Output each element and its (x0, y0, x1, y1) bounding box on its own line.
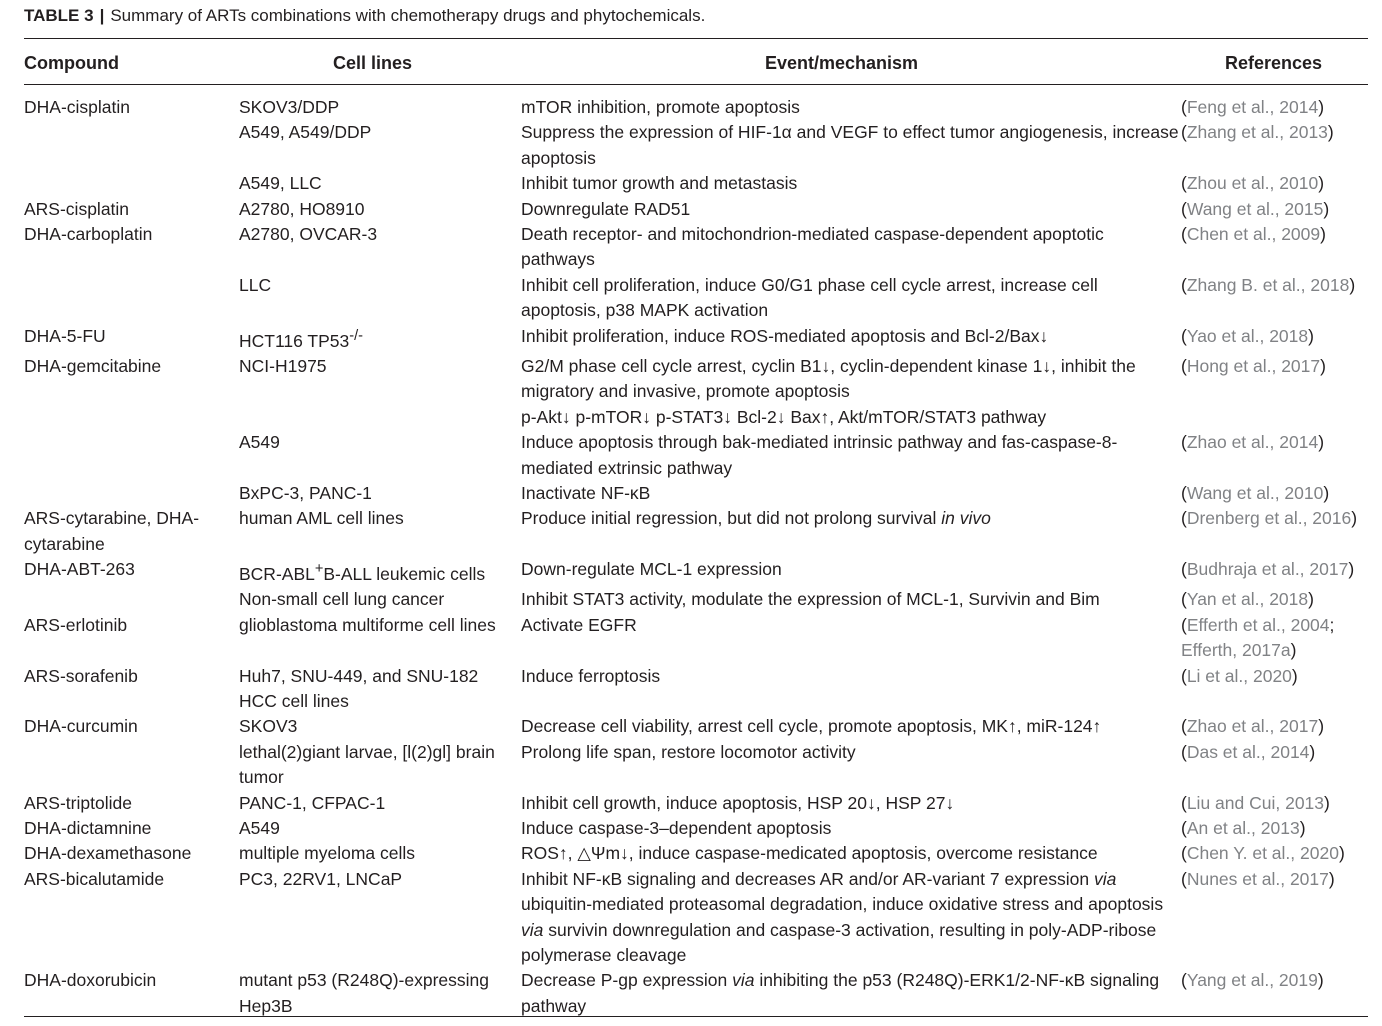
compound-name: DHA-cisplatin (24, 97, 130, 117)
table-row (24, 740, 1368, 791)
table-row (24, 714, 1368, 739)
mechanism-text: Produce initial regression, but did not prolong survival (521, 508, 937, 529)
citation-link[interactable]: Zhao et al., 2014 (1186, 432, 1319, 453)
mechanism-text: Decrease cell viability, arrest cell cycle, promote apoptosis, MK↑, miR-124↑ (521, 716, 1102, 737)
citation-link[interactable]: Feng et al., 2014 (1186, 97, 1319, 117)
mechanism-cell (521, 222, 1181, 273)
cell-line-text: NCI-H1975 (239, 355, 327, 376)
compound-name: ARS-sorafenib (24, 665, 138, 686)
header-compound: Compound (24, 53, 119, 73)
compound-cell (24, 587, 239, 612)
compound-name: DHA-carboplatin (24, 224, 153, 245)
citation-link[interactable]: Hong et al., 2017 (1186, 355, 1321, 376)
reference-cell: (Zhou et al., 2010) (1181, 173, 1325, 194)
citation-link[interactable]: Efferth, 2017a (1181, 640, 1291, 661)
cell-lines-cell (239, 841, 521, 866)
header-mechanism: Event/mechanism (765, 53, 919, 73)
mechanism-cell (521, 740, 1181, 791)
compound-cell (24, 430, 239, 481)
cell-lines-cell (239, 222, 521, 273)
cell-lines-cell (239, 197, 521, 222)
compound-cell (24, 968, 239, 1019)
cell-line-text: A549 (239, 432, 280, 453)
reference-cell: (Feng et al., 2014) (1181, 97, 1325, 117)
table-row (24, 430, 1368, 481)
mechanism-text: ubiquitin-mediated proteasomal degradation, induce oxidative stress and apoptosis (521, 894, 1164, 915)
citation-link[interactable]: Drenberg et al., 2016 (1186, 508, 1352, 529)
citation-separator: ; (1329, 614, 1335, 635)
mechanism-cell (521, 171, 1181, 196)
caption-text: Summary of ARTs combinations with chemotherapy drugs and phytochemicals. (110, 6, 706, 25)
cell-lines-cell (239, 613, 521, 664)
mechanism-text: Inhibit NF-κB signaling and decreases AR and/or AR-variant 7 expression (521, 868, 1094, 889)
cell-line-text: A549, A549/DDP (239, 122, 372, 143)
header-cell-lines: Cell lines (333, 53, 413, 73)
mechanism-cell (521, 197, 1181, 222)
table-row (24, 171, 1368, 196)
citation-link[interactable]: An et al., 2013 (1186, 818, 1300, 839)
compound-name: DHA-dexamethasone (24, 843, 192, 864)
reference-cell: (Efferth et al., 2004; Efferth, 2017a) (1181, 614, 1335, 661)
mechanism-cell (521, 791, 1181, 816)
compound-name: DHA-doxorubicin (24, 970, 157, 991)
mechanism-text: Induce caspase-3–dependent apoptosis (521, 818, 832, 839)
mechanism-cell (521, 714, 1181, 739)
top-rule (24, 38, 1368, 39)
citation-link[interactable]: Zhao et al., 2017 (1186, 716, 1319, 737)
mechanism-text: inhibiting the p53 (R248Q)-ERK1/2-NF-κB signaling pathway (521, 970, 1160, 1016)
cell-lines-cell (239, 816, 521, 841)
mechanism-cell (521, 506, 1181, 557)
citation-link[interactable]: Yan et al., 2018 (1186, 589, 1309, 610)
cell-line-text: Huh7, SNU-449, and SNU-182 HCC cell lines (239, 665, 479, 711)
cell-line-text: A2780, HO8910 (239, 198, 365, 219)
cell-lines-cell (239, 664, 521, 715)
cell-line-text: SKOV3 (239, 716, 298, 737)
cell-line-text: PC3, 22RV1, LNCaP (239, 868, 403, 889)
compound-cell (24, 791, 239, 816)
mechanism-cell (521, 968, 1181, 1019)
data-table (24, 95, 1368, 1019)
mechanism-text: Inactivate NF-κB (521, 482, 651, 503)
cell-line-text: PANC-1, CFPAC-1 (239, 792, 386, 813)
cell-line-text: mutant p53 (R248Q)-expressing Hep3B (239, 970, 489, 1016)
cell-lines-cell (239, 95, 521, 120)
mechanism-text: Induce ferroptosis (521, 665, 661, 686)
citation-link[interactable]: Yang et al., 2019 (1186, 970, 1318, 991)
reference-cell: (Yan et al., 2018) (1181, 589, 1314, 610)
mechanism-cell (521, 481, 1181, 506)
mechanism-text: Down-regulate MCL-1 expression (521, 559, 782, 580)
table-caption (24, 5, 705, 27)
cell-lines-cell (239, 481, 521, 506)
compound-cell (24, 613, 239, 664)
table-row (24, 95, 1368, 120)
mechanism-italic: via (732, 970, 755, 991)
cell-line-prefix: BCR-ABL (239, 563, 315, 584)
mechanism-italic: via (521, 919, 544, 940)
compound-name: DHA-5-FU (24, 325, 106, 346)
compound-cell (24, 197, 239, 222)
table-row (24, 506, 1368, 557)
mechanism-cell (521, 867, 1181, 969)
compound-cell (24, 120, 239, 171)
citation-link[interactable]: Liu and Cui, 2013 (1186, 792, 1325, 813)
citation-link[interactable]: Chen Y. et al., 2020 (1186, 843, 1339, 864)
cell-line-superscript: -/- (349, 327, 364, 344)
citation-link[interactable]: Wang et al., 2015 (1186, 198, 1324, 219)
mechanism-text: Prolong life span, restore locomotor activity (521, 741, 856, 762)
mechanism-cell (521, 430, 1181, 481)
citation-link[interactable]: Yao et al., 2018 (1186, 325, 1309, 346)
mechanism-cell (521, 120, 1181, 171)
cell-lines-cell (239, 791, 521, 816)
citation-link[interactable]: Nunes et al., 2017 (1186, 868, 1329, 889)
compound-cell (24, 740, 239, 791)
compound-cell (24, 867, 239, 969)
table-label: TABLE 3 (24, 6, 94, 25)
table-row (24, 273, 1368, 324)
reference-cell: (Chen Y. et al., 2020) (1181, 843, 1345, 864)
mechanism-cell (521, 354, 1181, 430)
mechanism-text: G2/M phase cell cycle arrest, cyclin B1↓, cyclin-dependent kinase 1↓, inhibit the migratory and invasive, promote apoptosis (521, 355, 1136, 402)
cell-lines-cell (239, 273, 521, 324)
table-row (24, 867, 1368, 969)
reference-cell: (Das et al., 2014) (1181, 741, 1316, 762)
compound-name: DHA-curcumin (24, 716, 138, 737)
cell-line-superscript: + (314, 561, 324, 578)
table-row (24, 613, 1368, 664)
cell-line-text: BxPC-3, PANC-1 (239, 482, 372, 503)
mechanism-text: Inhibit STAT3 activity, modulate the expression of MCL-1, Survivin and Bim (521, 589, 1100, 610)
mechanism-text: Inhibit cell growth, induce apoptosis, HSP 20↓, HSP 27↓ (521, 792, 955, 813)
reference-cell: (Li et al., 2020) (1181, 665, 1298, 686)
cell-lines-cell (239, 171, 521, 196)
cell-lines-cell (239, 120, 521, 171)
citation-link[interactable]: Zhou et al., 2010 (1186, 173, 1319, 194)
mechanism-cell (521, 841, 1181, 866)
compound-cell (24, 664, 239, 715)
table-row (24, 791, 1368, 816)
cell-line-text: HCT116 TP53 (239, 330, 350, 351)
mechanism-text: Suppress the expression of HIF-1α and VEGF to effect tumor angiogenesis, increase apoptosis (521, 122, 1179, 168)
compound-cell (24, 273, 239, 324)
compound-cell (24, 816, 239, 841)
compound-cell (24, 222, 239, 273)
mechanism-text: Inhibit cell proliferation, induce G0/G1 phase cell cycle arrest, increase cell apoptosis, p38 MAPK activation (521, 274, 1098, 321)
compound-name: ARS-erlotinib (24, 614, 128, 635)
compound-cell (24, 354, 239, 430)
cell-line-text: A549, LLC (239, 173, 322, 194)
table-row (24, 557, 1368, 587)
cell-lines-cell (239, 968, 521, 1019)
table-row (24, 354, 1368, 430)
mechanism-cell (521, 95, 1181, 120)
cell-line-text: multiple myeloma cells (239, 843, 416, 864)
citation-link[interactable]: Budhraja et al., 2017 (1186, 559, 1349, 580)
reference-cell: (Zhang et al., 2013) (1181, 122, 1334, 143)
reference-cell: (Zhao et al., 2014) (1181, 432, 1325, 453)
citation-link[interactable]: Li et al., 2020 (1186, 665, 1292, 686)
cell-lines-cell (239, 867, 521, 969)
citation-link[interactable]: Das et al., 2014 (1186, 741, 1310, 762)
bottom-rule (24, 1016, 1368, 1017)
cell-line-text: A549 (239, 818, 280, 839)
mechanism-text-secondary: p-Akt↓ p-mTOR↓ p-STAT3↓ Bcl-2↓ Bax↑, Akt/mTOR/STAT3 pathway (521, 406, 1047, 427)
reference-cell: (Hong et al., 2017) (1181, 355, 1326, 376)
mechanism-text: Inhibit proliferation, induce ROS-mediated apoptosis and Bcl-2/Bax↓ (521, 325, 1049, 346)
table-row (24, 587, 1368, 612)
compound-name: ARS-cisplatin (24, 198, 130, 219)
compound-name: ARS-cytarabine, DHA-cytarabine (24, 508, 200, 554)
reference-cell: (Yang et al., 2019) (1181, 970, 1324, 991)
mechanism-text: Inhibit tumor growth and metastasis (521, 173, 798, 194)
cell-lines-cell (239, 324, 521, 354)
reference-cell: (An et al., 2013) (1181, 818, 1306, 839)
cell-lines-cell (239, 714, 521, 739)
mechanism-text: Induce apoptosis through bak-mediated intrinsic pathway and fas-caspase-8-mediated extrinsic pathway (521, 432, 1118, 478)
compound-cell (24, 506, 239, 557)
compound-cell (24, 481, 239, 506)
compound-cell (24, 841, 239, 866)
reference-cell: (Chen et al., 2009) (1181, 224, 1326, 245)
compound-cell (24, 557, 239, 587)
compound-cell (24, 714, 239, 739)
mechanism-cell (521, 587, 1181, 612)
caption-separator: | (99, 6, 105, 25)
mechanism-text: Decrease P-gp expression (521, 970, 733, 991)
cell-lines-cell (239, 587, 521, 612)
reference-cell: (Wang et al., 2015) (1181, 198, 1330, 219)
cell-line-text: lethal(2)giant larvae, [l(2)gl] brain tumor (239, 741, 495, 788)
compound-cell (24, 95, 239, 120)
mechanism-text: Downregulate RAD51 (521, 198, 691, 219)
table-row (24, 816, 1368, 841)
compound-name: ARS-bicalutamide (24, 868, 165, 889)
citation-link[interactable]: Efferth et al., 2004 (1186, 614, 1330, 635)
table-row (24, 481, 1368, 506)
table-row (24, 968, 1368, 1019)
citation-link[interactable]: Chen et al., 2009 (1186, 224, 1321, 245)
cell-line-text: human AML cell lines (239, 508, 404, 529)
compound-cell (24, 171, 239, 196)
reference-cell: (Zhao et al., 2017) (1181, 716, 1325, 737)
reference-cell: (Drenberg et al., 2016) (1181, 508, 1358, 529)
reference-cell: (Wang et al., 2010) (1181, 482, 1330, 503)
reference-cell: (Yao et al., 2018) (1181, 325, 1314, 346)
table-row (24, 841, 1368, 866)
reference-cell: (Budhraja et al., 2017) (1181, 559, 1355, 580)
cell-lines-cell (239, 354, 521, 430)
mechanism-cell (521, 273, 1181, 324)
compound-name: DHA-ABT-263 (24, 559, 135, 580)
header-rule (24, 84, 1368, 85)
citation-link[interactable]: Zhang et al., 2013 (1186, 122, 1328, 143)
compound-name: ARS-triptolide (24, 792, 132, 813)
cell-line-text: B-ALL leukemic cells (323, 563, 486, 584)
table-row (24, 324, 1368, 354)
reference-cell: (Zhang B. et al., 2018) (1181, 274, 1356, 295)
mechanism-italic: in vivo (941, 508, 991, 529)
cell-line-text: Non-small cell lung cancer (239, 589, 445, 610)
header-references: References (1225, 53, 1323, 73)
mechanism-text: ROS↑, △Ψm↓, induce caspase-medicated apoptosis, overcome resistance (521, 843, 1098, 864)
cell-lines-cell (239, 557, 521, 587)
mechanism-text: mTOR inhibition, promote apoptosis (521, 97, 800, 117)
cell-line-text: LLC (239, 274, 272, 295)
reference-cell: (Liu and Cui, 2013) (1181, 792, 1330, 813)
reference-cell: (Nunes et al., 2017) (1181, 868, 1335, 889)
table-row (24, 120, 1368, 171)
cell-lines-cell (239, 740, 521, 791)
citation-link[interactable]: Wang et al., 2010 (1186, 482, 1324, 503)
cell-line-text: A2780, OVCAR-3 (239, 224, 378, 245)
table-row (24, 222, 1368, 273)
cell-lines-cell (239, 506, 521, 557)
table-row (24, 197, 1368, 222)
cell-line-text: SKOV3/DDP (239, 97, 340, 117)
mechanism-cell (521, 557, 1181, 587)
mechanism-italic: via (1093, 868, 1117, 889)
mechanism-cell (521, 613, 1181, 664)
mechanism-text: survivin downregulation and caspase-3 activation, resulting in poly-ADP-ribose polymerase cleavage (521, 919, 1157, 966)
compound-cell (24, 324, 239, 354)
mechanism-cell (521, 664, 1181, 715)
compound-name: DHA-gemcitabine (24, 355, 162, 376)
citation-link[interactable]: Zhang B. et al., 2018 (1186, 274, 1350, 295)
cell-line-text: glioblastoma multiforme cell lines (239, 614, 496, 635)
mechanism-cell (521, 324, 1181, 354)
mechanism-text: Activate EGFR (521, 614, 637, 635)
table-row (24, 664, 1368, 715)
mechanism-text: Death receptor- and mitochondrion-mediated caspase-dependent apoptotic pathways (521, 224, 1104, 270)
cell-lines-cell (239, 430, 521, 481)
compound-name: DHA-dictamnine (24, 818, 152, 839)
mechanism-cell (521, 816, 1181, 841)
